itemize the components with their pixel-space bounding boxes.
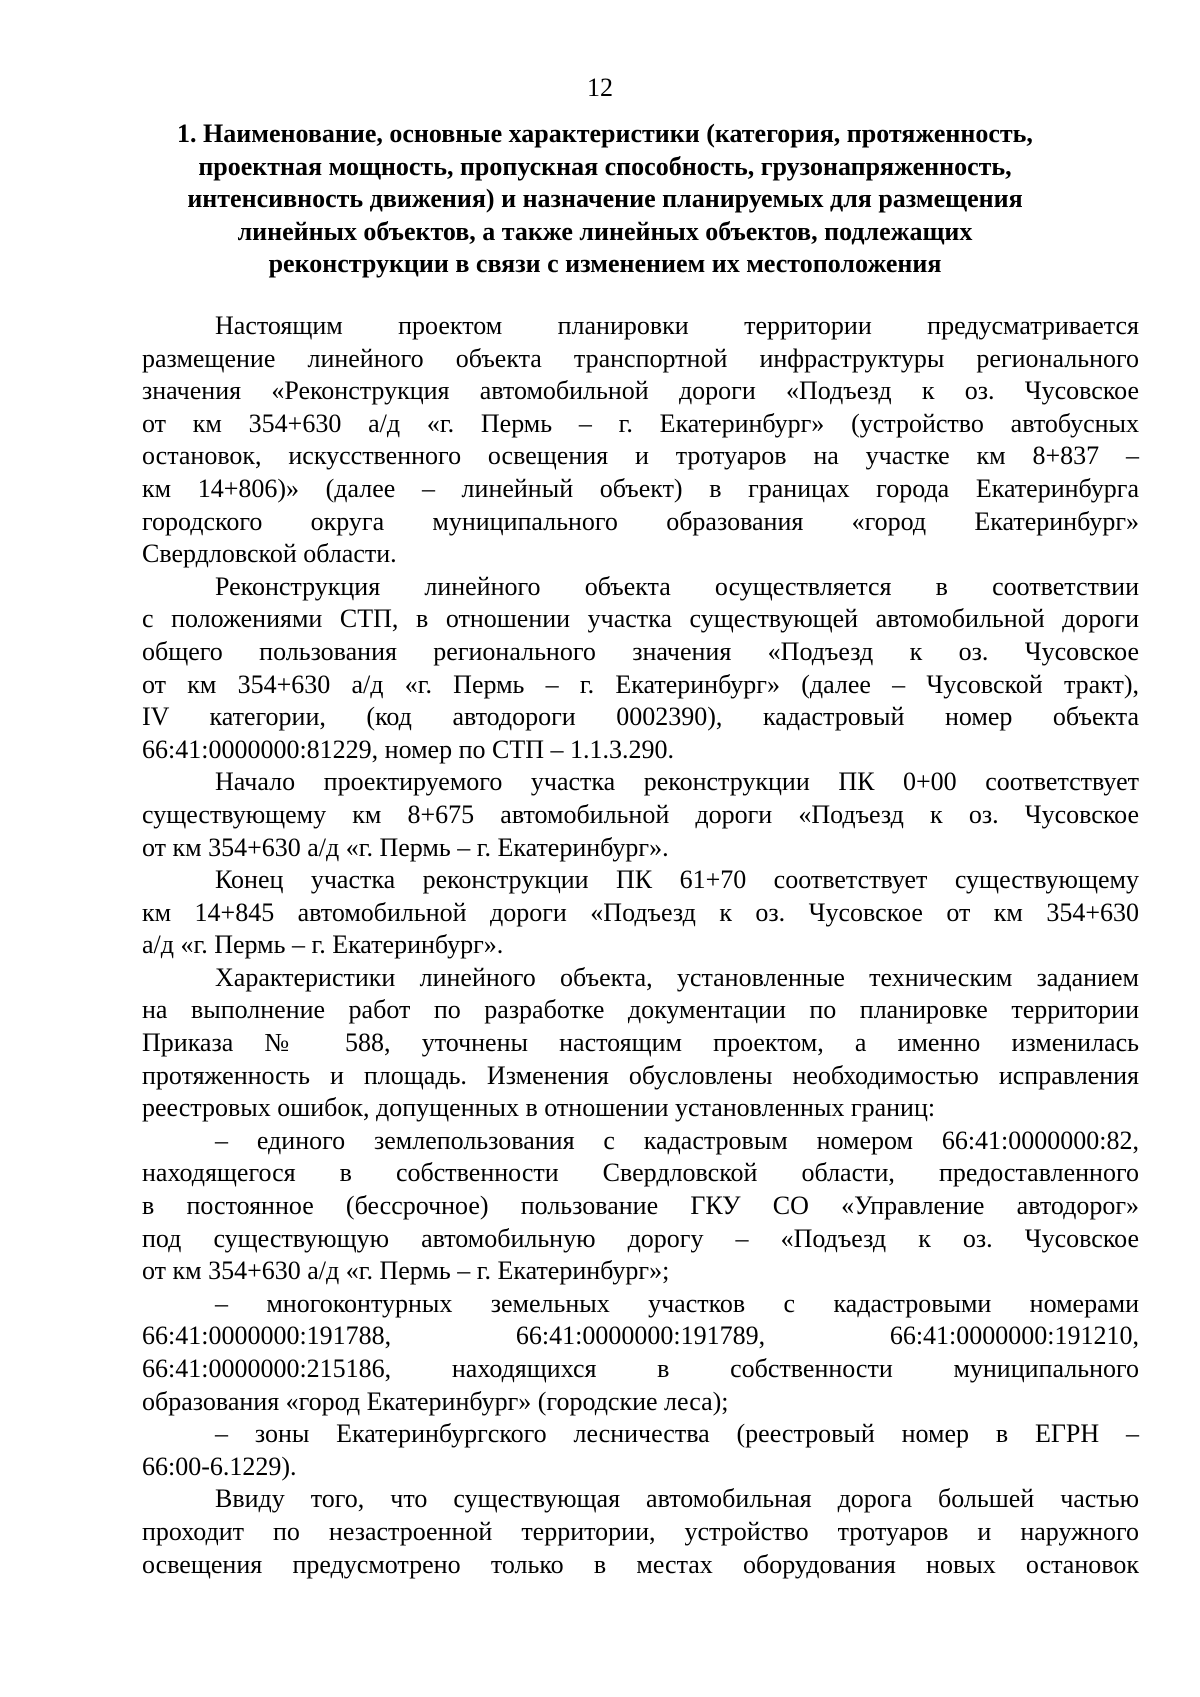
- paragraph: [142, 1288, 1139, 1418]
- paragraph: [142, 864, 1139, 962]
- text-line: остановок, искусственного освещения и тротуаров на участке км 8+837 –: [142, 441, 1139, 471]
- text-line: значения «Реконструкция автомобильной дороги «Подъезд к оз. Чусовское: [142, 376, 1139, 406]
- text-line: км 14+845 автомобильной дороги «Подъезд к оз. Чусовское от км 354+630: [142, 897, 1139, 927]
- paragraph: [142, 1125, 1139, 1288]
- text-line: от км 354+630 а/д «г. Пермь – г. Екатеринбург» (устройство автобусных: [142, 408, 1139, 438]
- text-line: общего пользования регионального значения «Подъезд к оз. Чусовское: [142, 636, 1139, 666]
- text-line: – многоконтурных земельных участков с кадастровыми номерами: [215, 1288, 1139, 1318]
- text-line: Приказа № 588, уточнены настоящим проектом, а именно изменилась: [142, 1028, 1139, 1058]
- text-line: от км 354+630 а/д «г. Пермь – г. Екатеринбург».: [142, 832, 669, 862]
- text-line: Настоящим проектом планировки территории предусматривается: [215, 311, 1139, 340]
- text-line: образования «город Екатеринбург» (городские леса);: [142, 1386, 729, 1416]
- paragraph: [142, 1418, 1139, 1483]
- text-line: – зоны Екатеринбургского лесничества (реестровый номер в ЕГРН –: [215, 1419, 1139, 1449]
- text-line: 66:41:0000000:191788, 66:41:0000000:191789, 66:41:0000000:191210,: [142, 1321, 1139, 1351]
- text-line: реестровых ошибок, допущенных в отношении установленных границ:: [142, 1093, 936, 1123]
- text-line: 66:41:0000000:81229, номер по СТП – 1.1.3.290.: [142, 734, 674, 764]
- text-line: 66:41:0000000:215186, находящихся в собственности муниципального: [142, 1354, 1139, 1383]
- text-line: IV категории, (код автодороги 0002390), кадастровый номер объекта: [142, 702, 1139, 732]
- heading-line: проектная мощность, пропускная способность, грузонапряженность,: [198, 151, 1012, 181]
- text-line: Свердловской области.: [142, 539, 397, 569]
- paragraph: [142, 571, 1139, 767]
- text-line: км 14+806)» (далее – линейный объект) в границах города Екатеринбурга: [142, 473, 1139, 503]
- paragraph: [142, 1483, 1139, 1581]
- text-line: 66:00-6.1229).: [142, 1451, 297, 1481]
- text-line: Начало проектируемого участка реконструкции ПК 0+00 соответствует: [215, 767, 1139, 797]
- paragraph: [142, 310, 1139, 571]
- text-line: Характеристики линейного объекта, установленные техническим заданием: [215, 962, 1139, 992]
- text-line: существующему км 8+675 автомобильной дороги «Подъезд к оз. Чусовское: [142, 799, 1139, 829]
- text-line: размещение линейного объекта транспортной инфраструктуры регионального: [142, 343, 1139, 373]
- text-line: освещения предусмотрено только в местах оборудования новых остановок: [142, 1549, 1139, 1579]
- text-line: от км 354+630 а/д «г. Пермь – г. Екатеринбург» (далее – Чусовской тракт),: [142, 669, 1139, 699]
- section-heading: [175, 118, 1035, 281]
- heading-line: 1. Наименование, основные характеристики (категория, протяженность,: [177, 119, 1033, 148]
- text-line: от км 354+630 а/д «г. Пермь – г. Екатеринбург»;: [142, 1256, 670, 1286]
- text-line: Конец участка реконструкции ПК 61+70 соответствует существующему: [215, 865, 1139, 895]
- text-line: проходит по незастроенной территории, устройство тротуаров и наружного: [142, 1516, 1139, 1546]
- text-line: Реконструкция линейного объекта осуществляется в соответствии: [215, 571, 1139, 601]
- text-line: Ввиду того, что существующая автомобильная дорога большей частью: [215, 1484, 1139, 1514]
- text-line: в постоянное (бессрочное) пользование ГКУ СО «Управление автодорог»: [142, 1191, 1139, 1221]
- text-line: а/д «г. Пермь – г. Екатеринбург».: [142, 930, 504, 960]
- text-line: на выполнение работ по разработке документации по планировке территории: [142, 995, 1139, 1025]
- text-line: городского округа муниципального образования «город Екатеринбург»: [142, 506, 1139, 536]
- body-text: [142, 310, 1139, 1581]
- text-line: – единого землепользования с кадастровым номером 66:41:0000000:82,: [215, 1125, 1139, 1155]
- text-line: с положениями СТП, в отношении участка существующей автомобильной дороги: [142, 604, 1139, 634]
- heading-line: линейных объектов, а также линейных объектов, подлежащих: [237, 216, 973, 246]
- page-number: 12: [587, 73, 613, 102]
- heading-line: реконструкции в связи с изменением их местоположения: [268, 249, 942, 279]
- text-line: под существующую автомобильную дорогу – «Подъезд к оз. Чусовское: [142, 1223, 1139, 1253]
- heading-line: интенсивность движения) и назначение планируемых для размещения: [187, 184, 1023, 214]
- text-line: протяженность и площадь. Изменения обусловлены необходимостью исправления: [142, 1060, 1139, 1090]
- paragraph: [142, 962, 1139, 1125]
- text-line: находящегося в собственности Свердловской области, предоставленного: [142, 1158, 1139, 1188]
- paragraph: [142, 766, 1139, 864]
